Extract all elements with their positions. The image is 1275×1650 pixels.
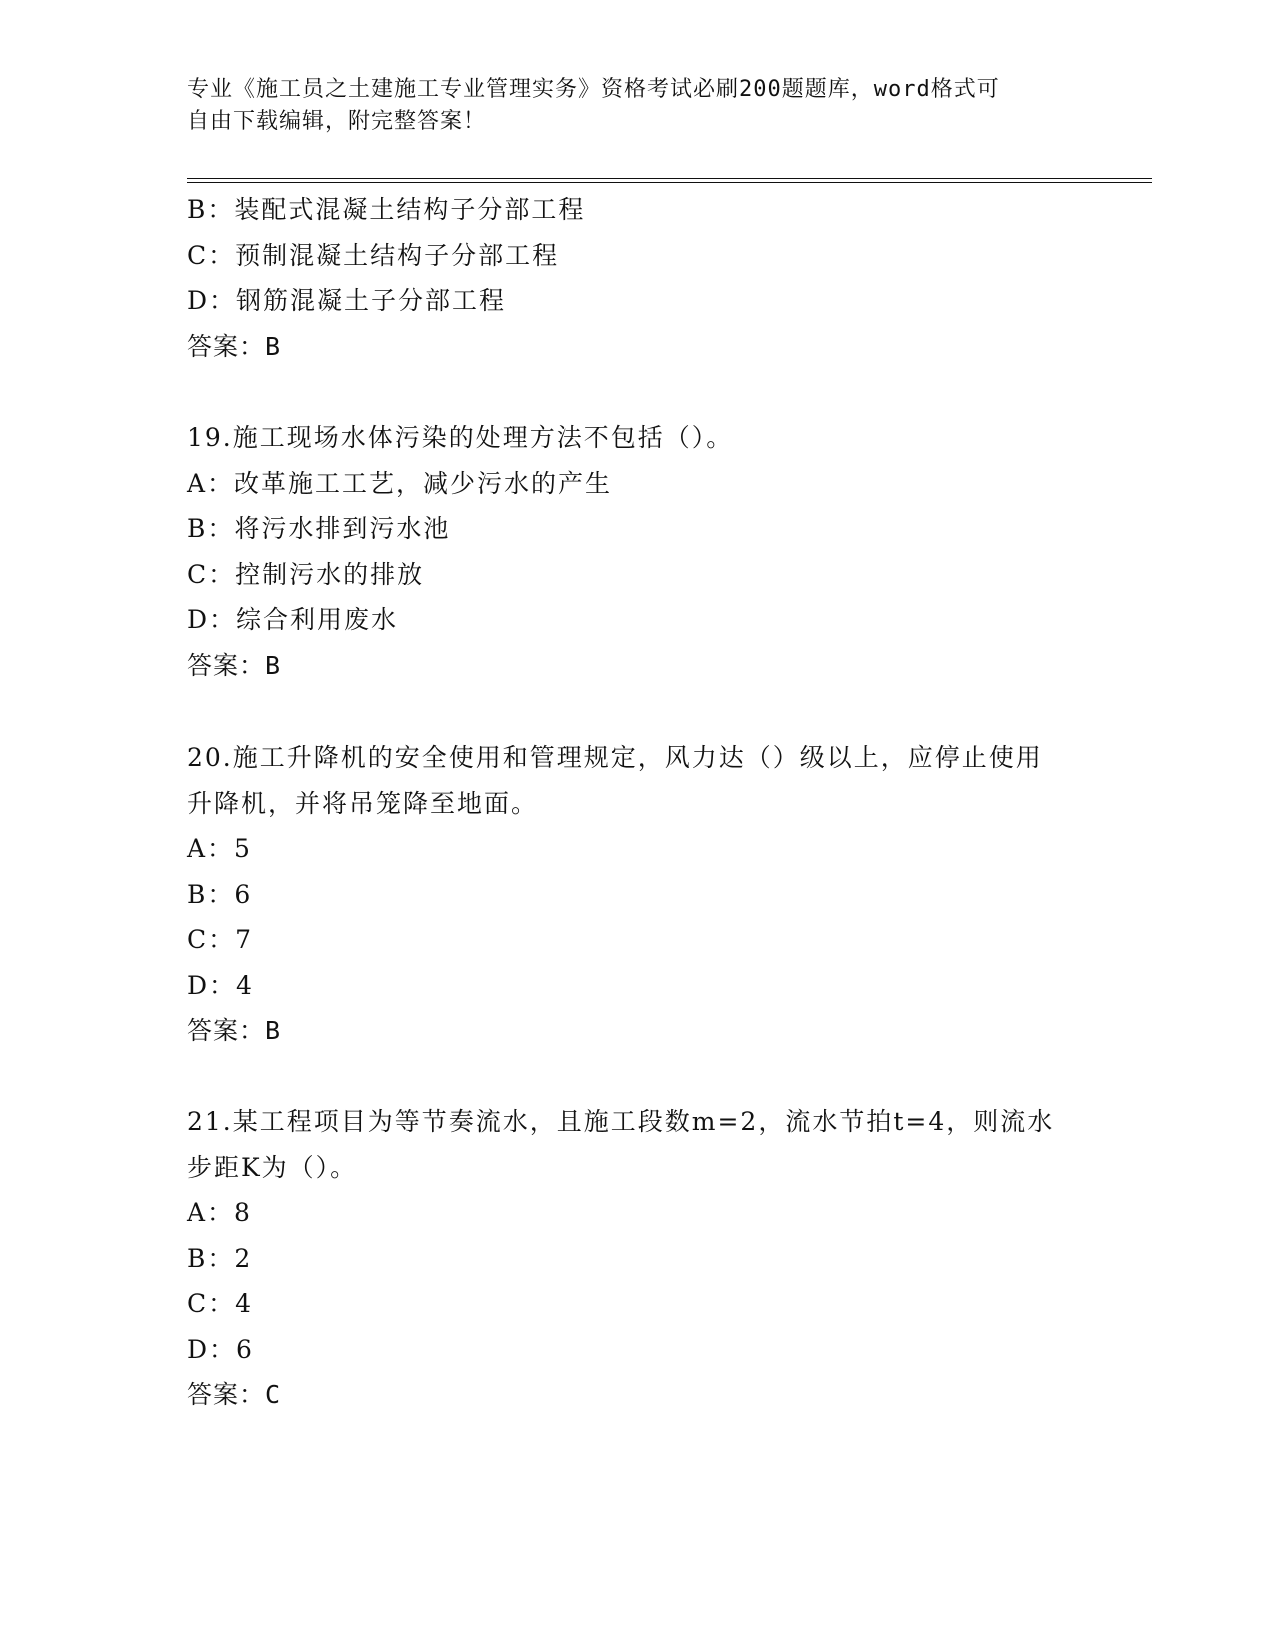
option-c: C：4 (187, 1289, 254, 1318)
option-b: B：2 (187, 1243, 253, 1273)
document-header (187, 74, 1067, 138)
option-c: C：7 (187, 925, 254, 954)
question-18-continued (187, 187, 1067, 369)
question-text: 20.施工升降机的安全使用和管理规定，风力达（）级以上，应停止使用升降机，并将吊笼降至地面。 (187, 743, 1043, 818)
header-line-1: 专业《施工员之土建施工专业管理实务》资格考试必刷200题题库，word格式可 (187, 77, 1000, 102)
option-b: B：装配式混凝土结构子分部工程 (187, 195, 586, 224)
option-d: D：4 (187, 970, 254, 1000)
answer-line: 答案：B (187, 650, 282, 680)
header-divider-bottom (187, 182, 1152, 183)
option-a: A：改革施工工艺，减少污水的产生 (187, 468, 613, 498)
question-text: 21.某工程项目为等节奏流水，且施工段数m=2，流水节拍t=4，则流水步距K为（）。 (187, 1107, 1055, 1182)
question-21 (187, 1099, 1067, 1418)
option-b: B：将污水排到污水池 (187, 514, 451, 543)
option-d: D：综合利用废水 (187, 605, 399, 634)
option-c: C：控制污水的排放 (187, 559, 425, 589)
header-divider-top (187, 178, 1152, 179)
question-19 (187, 415, 1067, 688)
option-c: C：预制混凝土结构子分部工程 (187, 240, 560, 270)
option-d: D：钢筋混凝土子分部工程 (187, 286, 507, 315)
option-d: D：6 (187, 1334, 254, 1364)
answer-line: 答案：B (187, 331, 282, 361)
answer-line: 答案：C (187, 1380, 282, 1409)
answer-line: 答案：B (187, 1016, 282, 1045)
question-text: 19.施工现场水体污染的处理方法不包括（）。 (187, 423, 734, 452)
option-a: A：5 (187, 834, 252, 863)
question-20 (187, 735, 1067, 1054)
header-line-2: 自由下载编辑，附完整答案！ (187, 109, 487, 134)
option-b: B：6 (187, 879, 253, 909)
option-a: A：8 (187, 1198, 252, 1227)
